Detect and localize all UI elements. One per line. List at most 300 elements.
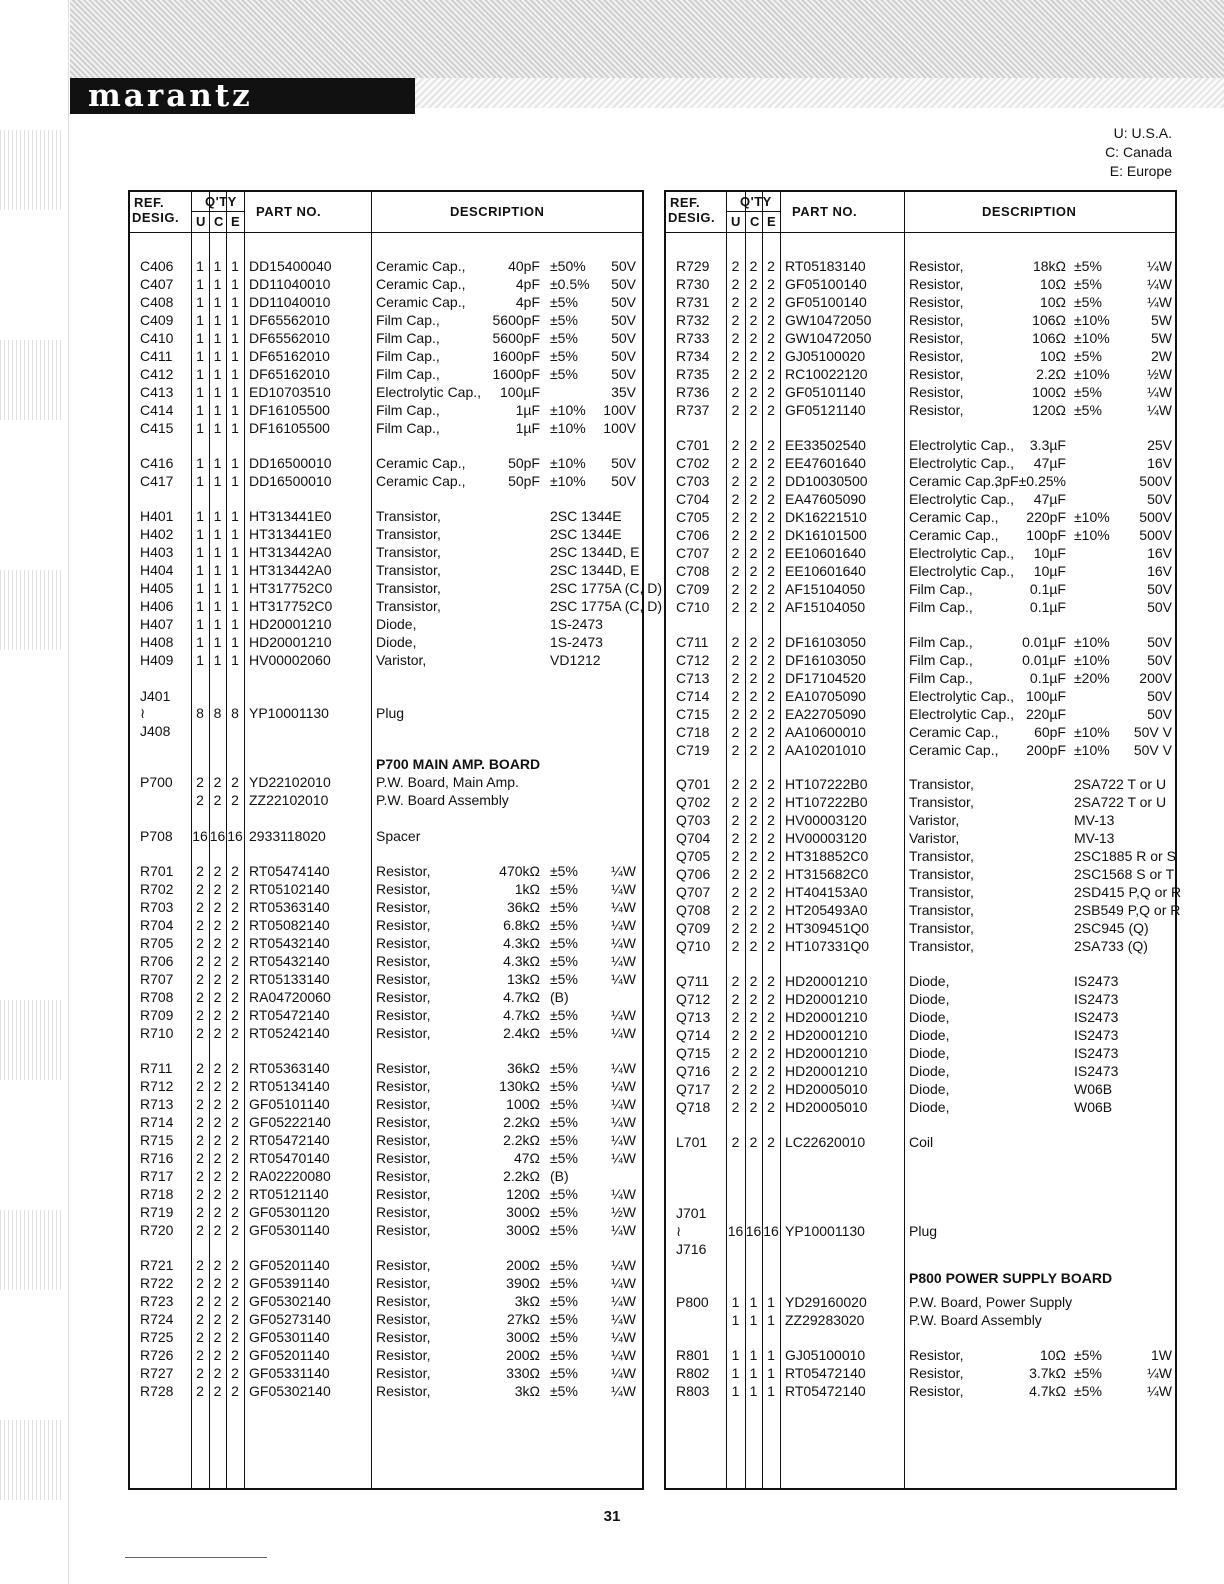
value-cell: 47µF: [1033, 455, 1066, 471]
ref-cell: R727: [140, 1365, 174, 1381]
qty-e-cell: 2: [231, 1060, 239, 1076]
qty-c-cell: 2: [749, 794, 758, 810]
description-cell: Resistor,: [909, 384, 964, 400]
table-row: [130, 1149, 642, 1167]
rating-cell: 16V: [1147, 545, 1172, 561]
tolerance-cell: 2SC 1344E: [550, 526, 622, 542]
qty-c-cell: 1: [213, 384, 222, 400]
value-cell: 200pF: [1026, 742, 1066, 758]
rating-cell: 16V: [1147, 563, 1172, 579]
part-number-cell: DK16221510: [785, 509, 867, 525]
rating-cell: 100V: [603, 402, 636, 418]
part-number-cell: DF16105500: [249, 420, 330, 436]
tolerance-cell: ±10%: [1074, 724, 1110, 740]
description-cell: Resistor,: [376, 1007, 431, 1023]
qty-c-cell: 2: [749, 1009, 758, 1025]
qty-u-cell: 2: [196, 1168, 204, 1184]
part-number-cell: DF17104520: [785, 670, 866, 686]
qty-c-cell: 2: [749, 581, 758, 597]
description-cell: Resistor,: [376, 1365, 431, 1381]
tolerance-cell: IS2473: [1074, 1027, 1119, 1043]
part-number-cell: GJ05100010: [785, 1347, 866, 1363]
table-row: [130, 827, 642, 845]
qty-e-cell: 2: [767, 1081, 775, 1097]
qty-e-cell: 2: [767, 991, 775, 1007]
part-number-cell: RT05472140: [785, 1365, 866, 1381]
tolerance-cell: ±5%: [550, 1078, 578, 1094]
rating-cell: 5W: [1151, 312, 1172, 328]
qty-u-cell: 2: [731, 581, 740, 597]
qty-e-cell: 1: [767, 1383, 775, 1399]
rating-cell: ¼W: [611, 899, 636, 915]
tolerance-cell: 2SC945 (Q): [1074, 920, 1149, 936]
table-row: [130, 525, 642, 543]
rating-cell: ¼W: [1147, 402, 1172, 418]
table-row: [130, 1364, 642, 1382]
table-row: [130, 1185, 642, 1203]
margin-speckle: [0, 130, 62, 210]
rating-cell: 100V: [603, 420, 636, 436]
tolerance-cell: 2SC 1344D, E: [550, 562, 640, 578]
parts-table-left: [128, 190, 663, 1490]
qty-u-cell: 2: [731, 991, 740, 1007]
qty-e-cell: 2: [231, 1311, 239, 1327]
tolerance-cell: ±5%: [550, 1114, 578, 1130]
description-cell: Film Cap.,: [376, 312, 440, 328]
qty-u-cell: 2: [196, 1365, 204, 1381]
qty-c-cell: 2: [749, 670, 758, 686]
value-cell: 3.3µF: [1029, 437, 1066, 453]
qty-e-cell: 2: [231, 971, 239, 987]
value-cell: 300Ω: [506, 1329, 540, 1345]
table-row: [666, 1364, 1175, 1382]
rating-cell: 50V: [1147, 706, 1172, 722]
tolerance-cell: 2SC 1344D, E: [550, 544, 640, 560]
table-row: [130, 561, 642, 579]
ref-cell: P708: [140, 828, 173, 844]
rating-cell: ½W: [611, 1204, 636, 1220]
value-cell: 330Ω: [506, 1365, 540, 1381]
qty-c-cell: 2: [213, 935, 222, 951]
part-number-cell: GF05391140: [249, 1275, 330, 1291]
qty-c-cell: 2: [213, 1168, 222, 1184]
ref-cell: ≀: [676, 1223, 682, 1239]
description-cell: P.W. Board Assembly: [376, 792, 509, 808]
qty-e-cell: 2: [231, 935, 239, 951]
value-cell: 10µF: [1033, 545, 1066, 561]
region-legend: [1105, 124, 1172, 181]
part-number-cell: GF05100140: [785, 276, 867, 292]
ref-cell: R719: [140, 1204, 174, 1220]
header-part: PART NO.: [256, 204, 322, 219]
qty-u-cell: 2: [196, 1222, 204, 1238]
qty-e-cell: 2: [231, 1293, 239, 1309]
part-number-cell: RT05472140: [249, 1007, 330, 1023]
ref-cell: Q712: [676, 991, 711, 1007]
qty-e-cell: 2: [767, 724, 775, 740]
header-e: E: [767, 214, 777, 229]
qty-c-cell: 1: [213, 366, 222, 382]
tolerance-cell: IS2473: [1074, 1009, 1119, 1025]
rating-cell: 50V: [1147, 688, 1172, 704]
qty-c-cell: 2: [749, 545, 758, 561]
part-number-cell: DD11040010: [249, 294, 331, 310]
qty-u-cell: 2: [196, 1311, 204, 1327]
part-number-cell: RA02220080: [249, 1168, 331, 1184]
table-row: [130, 1310, 642, 1328]
table-row: [666, 293, 1175, 311]
margin-speckle: [0, 1000, 62, 1080]
header-desc: DESCRIPTION: [982, 204, 1077, 219]
table-row: [666, 275, 1175, 293]
description-cell: Spacer: [376, 828, 421, 844]
tolerance-cell: ±5%: [1074, 402, 1102, 418]
description-cell: P.W. Board, Main Amp.: [376, 774, 519, 790]
qty-u-cell: 2: [731, 1027, 740, 1043]
table-row: [666, 472, 1175, 490]
qty-c-cell: 2: [749, 920, 758, 936]
qty-c-cell: 1: [213, 616, 222, 632]
description-cell: Resistor,: [376, 1150, 431, 1166]
qty-c-cell: 1: [213, 276, 222, 292]
description-cell: Resistor,: [909, 366, 964, 382]
part-number-cell: RT05363140: [249, 899, 330, 915]
description-cell: Resistor,: [376, 1293, 431, 1309]
description-cell: Resistor,: [376, 989, 431, 1005]
qty-e-cell: 1: [231, 455, 239, 471]
value-cell: 2.2kΩ: [503, 1132, 540, 1148]
qty-u-cell: 1: [196, 544, 204, 560]
qty-u-cell: 1: [731, 1383, 740, 1399]
description-cell: Transistor,: [376, 526, 441, 542]
part-number-cell: 2933118020: [249, 828, 326, 844]
qty-e-cell: 2: [767, 599, 775, 615]
table-row: [666, 1062, 1175, 1080]
table-row: [130, 1095, 642, 1113]
part-number-cell: HV00003120: [785, 830, 867, 846]
part-number-cell: HT318852C0: [785, 848, 869, 864]
qty-e-cell: 1: [231, 330, 239, 346]
part-number-cell: AF15104050: [785, 581, 866, 597]
qty-e-cell: 2: [767, 706, 775, 722]
description-cell: Resistor,: [376, 1275, 431, 1291]
value-cell: 470kΩ: [499, 863, 540, 879]
ref-cell: Q710: [676, 938, 711, 954]
qty-c-cell: 2: [749, 330, 758, 346]
description-cell: Transistor,: [376, 598, 441, 614]
qty-e-cell: 1: [231, 580, 239, 596]
qty-u-cell: 1: [196, 294, 204, 310]
tolerance-cell: 1S-2473: [550, 634, 603, 650]
qty-u-cell: 2: [731, 776, 740, 792]
qty-u-cell: 2: [731, 830, 740, 846]
qty-c-cell: 2: [749, 1027, 758, 1043]
qty-header-rule: [726, 211, 780, 212]
description-cell: Film Cap.,: [909, 581, 973, 597]
part-number-cell: GF05301120: [249, 1204, 330, 1220]
description-cell: Electrolytic Cap.,: [909, 491, 1015, 507]
ref-cell: C704: [676, 491, 710, 507]
table-row: [666, 793, 1175, 811]
tolerance-cell: ±10%: [1074, 634, 1110, 650]
part-number-cell: EA10705090: [785, 688, 866, 704]
qty-e-cell: 2: [767, 384, 775, 400]
qty-e-cell: 1: [767, 1312, 775, 1328]
tolerance-cell: ±5%: [550, 1025, 578, 1041]
table-row: [666, 901, 1181, 919]
value-cell: 0.1µF: [1029, 599, 1066, 615]
table-row: [130, 687, 642, 705]
table-row: [130, 329, 642, 347]
rating-cell: 35V: [611, 384, 636, 400]
qty-c-cell: 2: [749, 724, 758, 740]
qty-u-cell: 2: [731, 1063, 740, 1079]
qty-c-cell: 1: [213, 455, 222, 471]
rating-cell: ¼W: [1147, 1365, 1172, 1381]
rating-cell: ¼W: [611, 1096, 636, 1112]
qty-e-cell: 2: [767, 1134, 775, 1150]
ref-cell: R705: [140, 935, 174, 951]
qty-u-cell: 2: [731, 330, 740, 346]
value-cell: 5600pF: [492, 312, 540, 328]
description-cell: Film Cap.,: [909, 634, 973, 650]
part-number-cell: DF16103050: [785, 634, 866, 650]
qty-c-cell: 2: [213, 1329, 222, 1345]
description-cell: Resistor,: [376, 1168, 431, 1184]
description-cell: Resistor,: [376, 1060, 431, 1076]
ref-cell: ≀: [140, 705, 146, 721]
part-number-cell: HD20001210: [785, 1027, 868, 1043]
value-cell: 2.2kΩ: [503, 1168, 540, 1184]
ref-cell: C709: [676, 581, 710, 597]
tolerance-cell: ±5%: [550, 1096, 578, 1112]
qty-u-cell: 2: [731, 1045, 740, 1061]
qty-u-cell: 1: [731, 1347, 740, 1363]
ref-cell: C713: [676, 670, 710, 686]
part-number-cell: GF05222140: [249, 1114, 331, 1130]
qty-u-cell: 2: [196, 1114, 204, 1130]
qty-e-cell: 1: [231, 634, 239, 650]
ref-cell: R803: [676, 1383, 710, 1399]
description-cell: Ceramic Cap.,: [376, 455, 466, 471]
rating-cell: ¼W: [611, 1222, 636, 1238]
tolerance-cell: ±10%: [1074, 652, 1110, 668]
value-cell: 10Ω: [1039, 294, 1066, 310]
qty-u-cell: 2: [196, 1150, 204, 1166]
table-row: [666, 919, 1175, 937]
header-desc: DESCRIPTION: [450, 204, 545, 219]
tolerance-cell: ±5%: [1074, 1347, 1102, 1363]
part-number-cell: GW10472050: [785, 312, 872, 328]
rating-cell: ¼W: [1147, 258, 1172, 274]
description-cell: Ceramic Cap.,: [909, 509, 999, 525]
tolerance-cell: ±5%: [550, 1383, 578, 1399]
qty-u-cell: 2: [731, 866, 740, 882]
rating-cell: ¼W: [611, 917, 636, 933]
qty-u-cell: 2: [731, 455, 740, 471]
description-cell: Resistor,: [909, 330, 964, 346]
table-row: [666, 705, 1175, 723]
description-cell: Resistor,: [376, 971, 431, 987]
qty-c-cell: 2: [749, 509, 758, 525]
table-row: [130, 579, 663, 597]
table-row: [666, 687, 1175, 705]
qty-e-cell: 2: [767, 794, 775, 810]
value-cell: 2.2kΩ: [503, 1114, 540, 1130]
qty-c-cell: 16: [745, 1223, 762, 1239]
qty-u-cell: 2: [731, 348, 740, 364]
table-row: [666, 1026, 1175, 1044]
qty-u-cell: 2: [196, 989, 204, 1005]
value-cell: 100Ω: [1032, 384, 1066, 400]
qty-c-cell: 1: [213, 598, 222, 614]
table-row: [666, 937, 1175, 955]
description-cell: Varistor,: [909, 830, 960, 846]
table-row: [666, 1098, 1175, 1116]
part-number-cell: RT05121140: [249, 1186, 329, 1202]
qty-c-cell: 2: [749, 1045, 758, 1061]
value-cell: 100pF: [1026, 527, 1066, 543]
qty-u-cell: 2: [731, 652, 740, 668]
rating-cell: 1W: [1151, 1347, 1172, 1363]
part-number-cell: HT317752C0: [249, 598, 333, 614]
table-row: [666, 669, 1175, 687]
tolerance-cell: VD1212: [550, 652, 601, 668]
qty-u-cell: 2: [731, 812, 740, 828]
qty-u-cell: 2: [196, 971, 204, 987]
margin-speckle: [0, 340, 62, 420]
qty-c-cell: 2: [213, 863, 222, 879]
value-cell: 4.3kΩ: [503, 935, 540, 951]
table-row: [666, 990, 1175, 1008]
tolerance-cell: 2SC 1775A (C, D): [550, 580, 663, 596]
tolerance-cell: ±5%: [1074, 276, 1102, 292]
tolerance-cell: 2SD415 P,Q or R: [1074, 884, 1182, 900]
tolerance-cell: ±5%: [550, 1132, 578, 1148]
ref-cell: R730: [676, 276, 710, 292]
value-cell: 0.1µF: [1029, 581, 1066, 597]
qty-e-cell: 1: [231, 348, 239, 364]
ref-cell: H401: [140, 508, 174, 524]
margin-speckle: [0, 1420, 62, 1500]
rating-cell: 50V: [1147, 634, 1172, 650]
table-row: [130, 1006, 642, 1024]
table-row: [130, 651, 642, 669]
header-e: E: [231, 214, 241, 229]
qty-u-cell: 1: [731, 1294, 740, 1310]
description-cell: Transistor,: [909, 794, 974, 810]
ref-cell: C701: [676, 437, 710, 453]
qty-u-cell: 1: [731, 1312, 740, 1328]
ref-cell: R721: [140, 1257, 174, 1273]
ref-cell: R726: [140, 1347, 174, 1363]
qty-u-cell: 2: [731, 706, 740, 722]
table-row: [666, 1044, 1175, 1062]
description-cell: Electrolytic Cap.,: [376, 384, 482, 400]
table-row: [130, 472, 642, 490]
rating-cell: 500V: [1139, 527, 1172, 543]
table-header: [130, 192, 642, 233]
ref-cell: C706: [676, 527, 710, 543]
qty-u-cell: 1: [196, 455, 204, 471]
qty-u-cell: 2: [196, 935, 204, 951]
ref-cell: H405: [140, 580, 174, 596]
table-row: [666, 383, 1175, 401]
section-title: P700 MAIN AMP. BOARD: [376, 756, 541, 772]
value-cell: 0.01µF: [1022, 634, 1066, 650]
tolerance-cell: ±5%: [550, 1222, 578, 1238]
part-number-cell: DD11040010: [249, 276, 331, 292]
ref-cell: R734: [676, 348, 710, 364]
qty-e-cell: 2: [231, 899, 239, 915]
tolerance-cell: 2SC1885 R or S: [1074, 848, 1176, 864]
tolerance-cell: ±10%: [1074, 527, 1110, 543]
qty-c-cell: 2: [749, 1063, 758, 1079]
description-cell: Transistor,: [909, 776, 974, 792]
ref-cell: H402: [140, 526, 174, 542]
qty-e-cell: 2: [231, 953, 239, 969]
qty-c-cell: 1: [213, 544, 222, 560]
qty-c-cell: 2: [213, 1007, 222, 1023]
table-row: [666, 329, 1175, 347]
description-cell: Resistor,: [909, 1347, 964, 1363]
rating-cell: ¼W: [1147, 294, 1172, 310]
description-cell: Film Cap.,: [376, 330, 440, 346]
qty-e-cell: 1: [231, 598, 239, 614]
qty-c-cell: 2: [213, 1132, 222, 1148]
part-number-cell: YD22102010: [249, 774, 331, 790]
table-row: [666, 1133, 1175, 1151]
part-number-cell: GF05101140: [249, 1096, 330, 1112]
qty-u-cell: 2: [196, 1329, 204, 1345]
qty-u-cell: 2: [196, 1186, 204, 1202]
description-cell: Resistor,: [909, 1365, 964, 1381]
qty-e-cell: 1: [231, 276, 239, 292]
qty-c-cell: 2: [213, 953, 222, 969]
header-qty: Q'TY: [205, 194, 237, 209]
qty-e-cell: 2: [231, 881, 239, 897]
qty-c-cell: 2: [749, 348, 758, 364]
ref-cell: C406: [140, 258, 174, 274]
table-row: [130, 1167, 642, 1185]
qty-c-cell: 2: [749, 991, 758, 1007]
qty-c-cell: 2: [213, 1275, 222, 1291]
description-cell: Resistor,: [376, 899, 431, 915]
qty-c-cell: 2: [213, 1186, 222, 1202]
ref-cell: R702: [140, 881, 174, 897]
description-cell: Electrolytic Cap.,: [909, 455, 1015, 471]
ref-cell: R723: [140, 1293, 174, 1309]
qty-e-cell: 2: [767, 509, 775, 525]
part-number-cell: DF16105500: [249, 402, 330, 418]
ref-cell: C718: [676, 724, 710, 740]
value-cell: 3.7kΩ: [1029, 1365, 1066, 1381]
ref-cell: R720: [140, 1222, 174, 1238]
value-cell: 10µF: [1033, 563, 1066, 579]
qty-u-cell: 2: [731, 920, 740, 936]
part-number-cell: HD20001210: [785, 991, 868, 1007]
part-number-cell: RT05432140: [249, 935, 330, 951]
qty-e-cell: 2: [767, 1099, 775, 1115]
qty-u-cell: 1: [196, 366, 204, 382]
part-number-cell: DD16500010: [249, 473, 332, 489]
description-cell: Diode,: [909, 1063, 950, 1079]
table-row: [130, 1292, 642, 1310]
tolerance-cell: (B): [550, 1168, 569, 1184]
part-number-cell: DF65562010: [249, 312, 330, 328]
qty-u-cell: 2: [196, 774, 204, 790]
rating-cell: 50V: [1147, 652, 1172, 668]
